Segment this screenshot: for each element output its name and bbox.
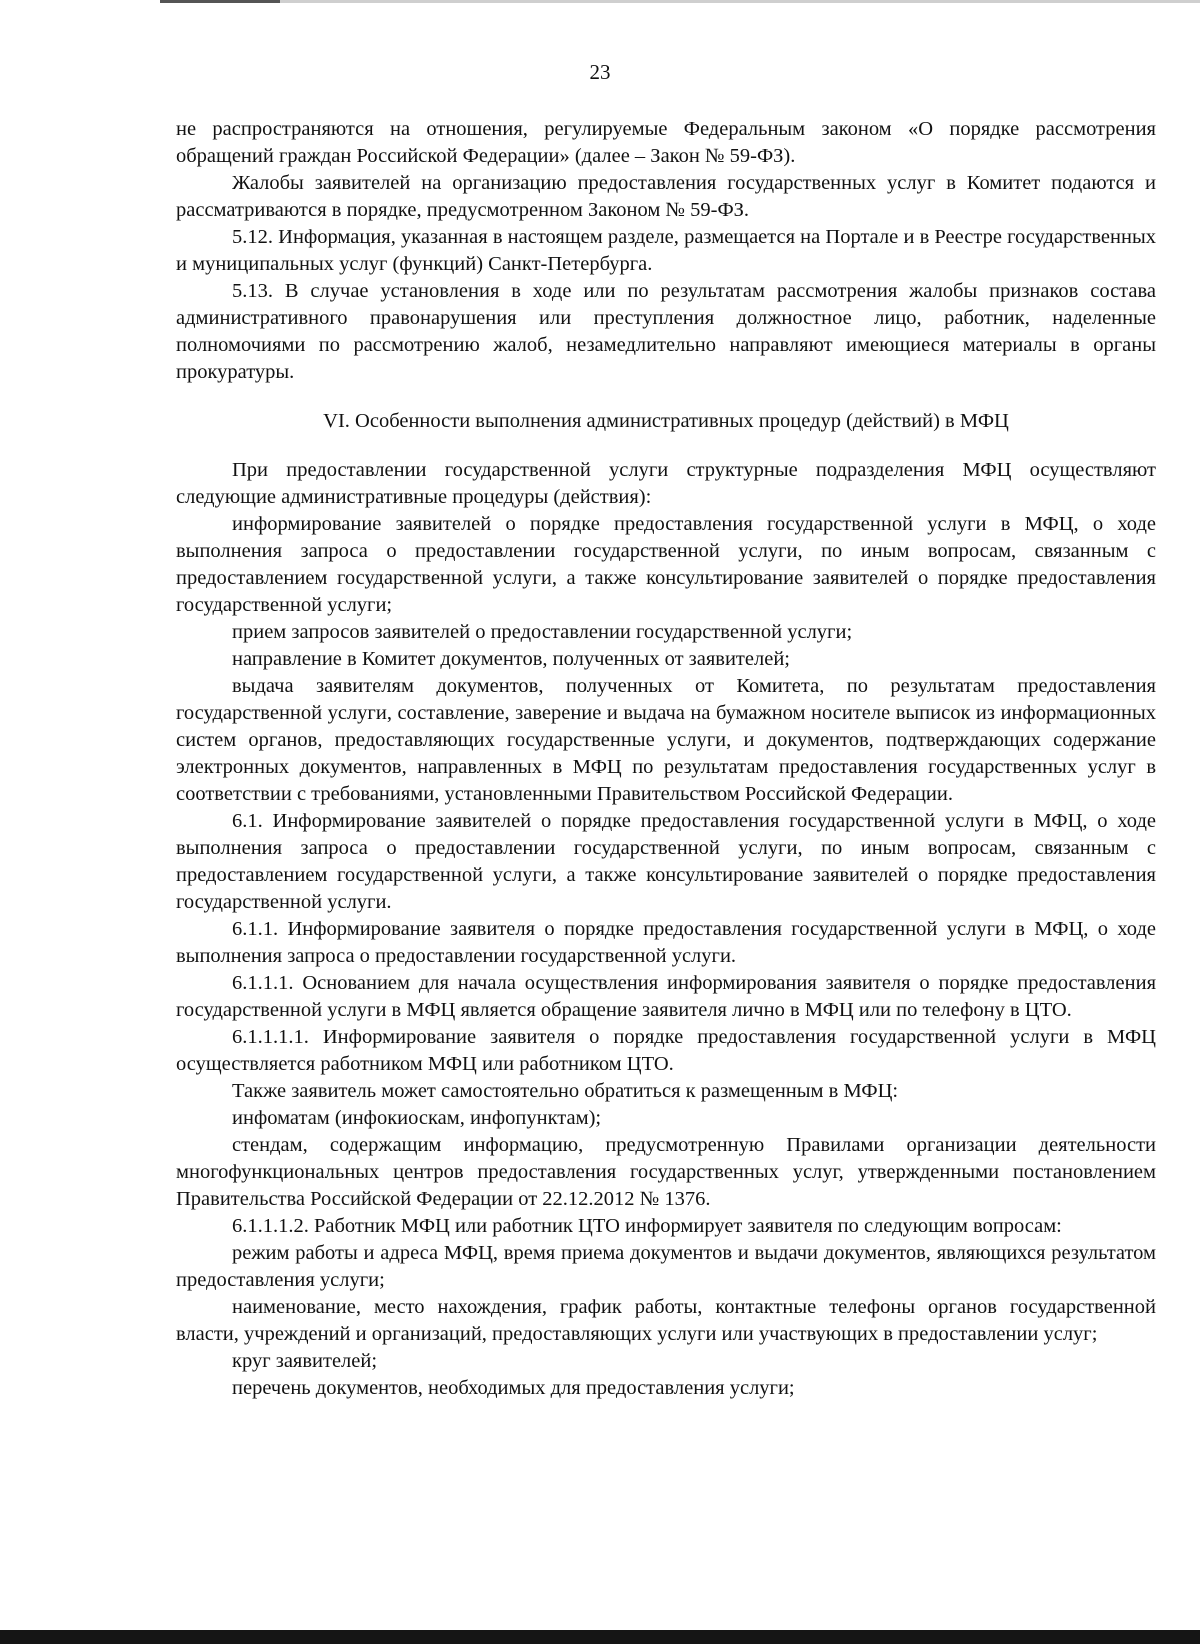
section-v-continuation (176, 116, 1156, 386)
paragraph: направление в Комитет документов, полученных от заявителей; (232, 648, 790, 670)
paragraph: Также заявитель может самостоятельно обратиться к размещенным в МФЦ: (232, 1080, 899, 1102)
paragraph: 5.12. Информация, указанная в настоящем разделе, размещается на Портале и в Реестре государственных и муниципальных услуг (функций) Санкт-Петербурга. (176, 226, 1156, 275)
paragraph: наименование, место нахождения, график работы, контактные телефоны органов государственной власти, учреждений и организаций, предоставляющих услуги или участвующих в предоставлении услуг; (176, 1296, 1156, 1345)
paragraph: 6.1.1. Информирование заявителя о порядке предоставления государственной услуги в МФЦ, о ходе выполнения запроса о предоставлении государственной услуги. (176, 918, 1156, 967)
paragraph: прием запросов заявителей о предоставлении государственной услуги; (232, 621, 853, 643)
scan-top-edge (0, 0, 1200, 3)
paragraph: 6.1.1.1.2. Работник МФЦ или работник ЦТО информирует заявителя по следующим вопросам: (232, 1215, 1062, 1237)
paragraph: круг заявителей; (232, 1350, 378, 1372)
paragraph: 5.13. В случае установления в ходе или по результатам рассмотрения жалобы признаков состава административного правонарушения или преступления должностное лицо, работник, наделенные полномочиями по рассмотрению жалоб, незамедлительно направляют имеющиеся материалы в органы прокуратуры. (176, 280, 1156, 383)
document-body (176, 116, 1156, 1402)
paragraph: 6.1.1.1. Основанием для начала осуществления информирования заявителя о порядке предоставления государственной услуги в МФЦ является обращение заявителя лично в МФЦ или по телефону в ЦТО. (176, 972, 1156, 1021)
section-heading: VI. Особенности выполнения административных процедур (действий) в МФЦ (323, 410, 1009, 432)
paragraph: не распространяются на отношения, регулируемые Федеральным законом «О порядке рассмотрения обращений граждан Российской Федерации» (далее – Закон № 59-ФЗ). (176, 118, 1156, 167)
paragraph: перечень документов, необходимых для предоставления услуги; (232, 1377, 795, 1399)
paragraph: При предоставлении государственной услуги структурные подразделения МФЦ осуществляют следующие административные процедуры (действия): (176, 459, 1156, 508)
page-number: 23 (589, 60, 611, 84)
paragraph: информирование заявителей о порядке предоставления государственной услуги в МФЦ, о ходе выполнения запроса о предоставлении государственной услуги, по иным вопросам, связанным с предоставлением государственной услуги, а также консультирование заявителей о порядке предоставления государственной услуги; (176, 513, 1156, 616)
paragraph: 6.1.1.1.1. Информирование заявителя о порядке предоставления государственной услуги в МФЦ осуществляется работником МФЦ или работником ЦТО. (176, 1026, 1156, 1075)
paragraph: выдача заявителям документов, полученных от Комитета, по результатам предоставления государственной услуги, составление, заверение и выдача на бумажном носителе выписок из информационных систем органов, предоставляющих государственные услуги, и документов, подтверждающих содержание электронных документов, направленных в МФЦ по результатам предоставления государственных услуг в соответствии с требованиями, установленными Правительством Российской Федерации. (176, 675, 1156, 805)
paragraph: режим работы и адреса МФЦ, время приема документов и выдачи документов, являющихся результатом предоставления услуги; (176, 1242, 1156, 1291)
scan-bottom-edge (0, 1630, 1200, 1644)
paragraph: 6.1. Информирование заявителей о порядке предоставления государственной услуги в МФЦ, о ходе выполнения запроса о предоставлении государственной услуги, по иным вопросам, связанным с предоставлением государственной услуги, а также консультирование заявителей о порядке предоставления государственной услуги. (176, 810, 1156, 913)
paragraph: инфоматам (инфокиоскам, инфопунктам); (232, 1107, 602, 1129)
paragraph: стендам, содержащим информацию, предусмотренную Правилами организации деятельности многофункциональных центров предоставления государственных услуг, утвержденными постановлением Правительства Российской Федерации от 22.12.2012 № 1376. (176, 1134, 1156, 1210)
section-vi-body (176, 457, 1156, 1402)
paragraph: Жалобы заявителей на организацию предоставления государственных услуг в Комитет подаются и рассматриваются в порядке, предусмотренном Законом № 59-ФЗ. (176, 172, 1156, 221)
